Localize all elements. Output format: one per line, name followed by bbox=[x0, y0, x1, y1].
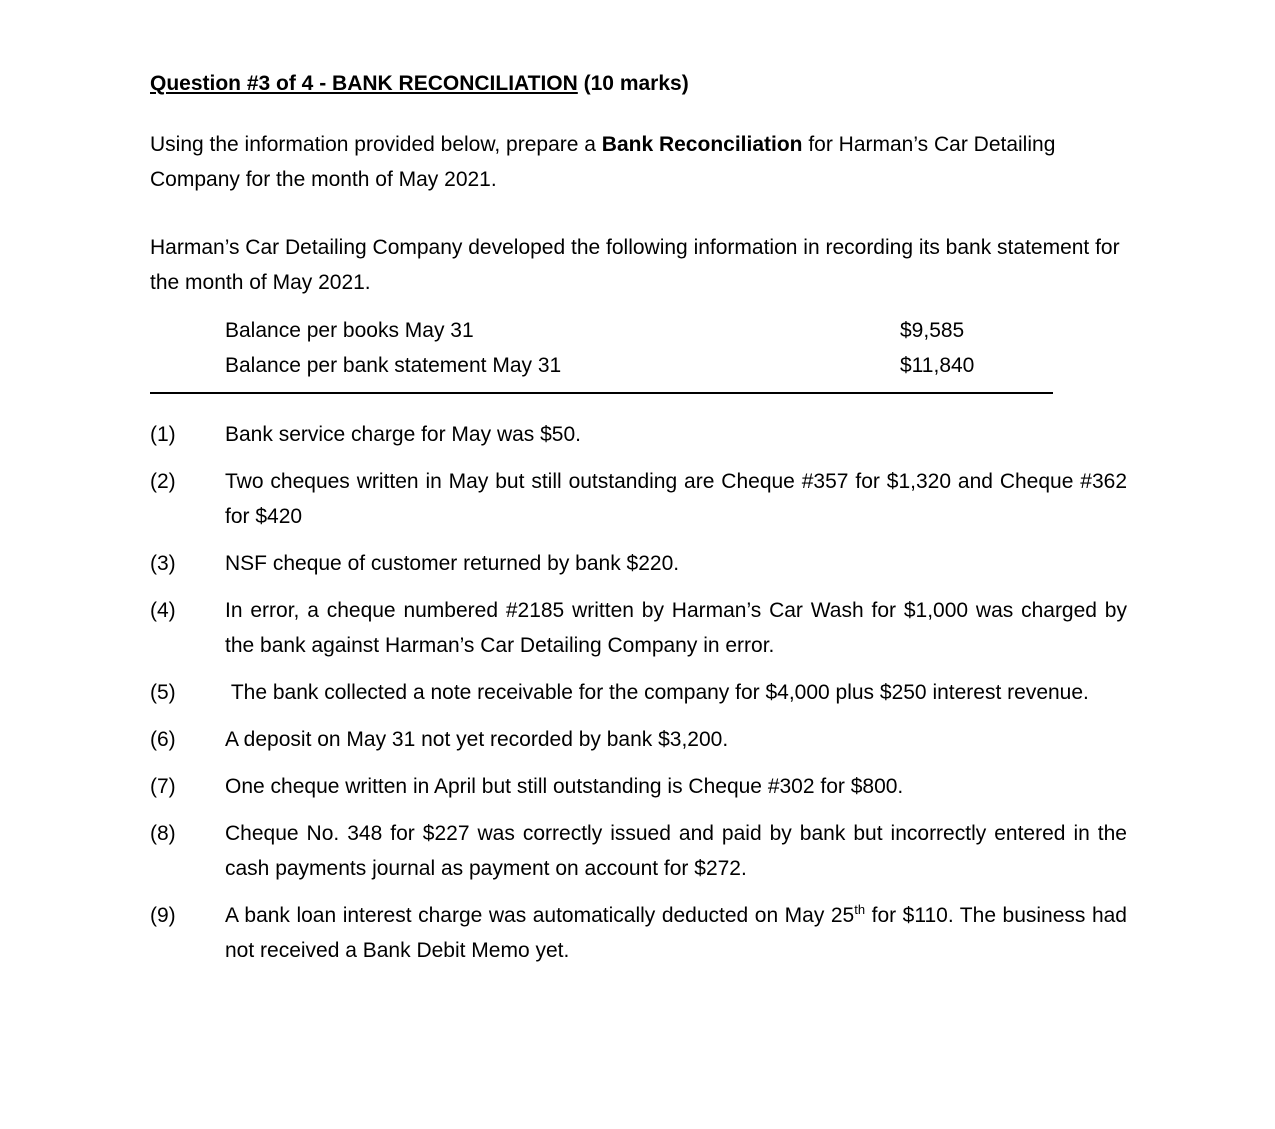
list-item bbox=[150, 898, 1127, 968]
item-text: Bank service charge for May was $50. bbox=[225, 423, 581, 446]
item-text: NSF cheque of customer returned by bank $220. bbox=[225, 552, 680, 575]
background-paragraph: Harman’s Car Detailing Company developed the following information in recording its bank statement for the month of May 2021. bbox=[150, 236, 1120, 294]
item-number: (9) bbox=[150, 904, 176, 927]
item-text bbox=[225, 898, 1127, 968]
item-number: (7) bbox=[150, 775, 176, 798]
list-item bbox=[150, 464, 1127, 534]
item-text-after-superscript: for $110. The business had not received a Bank Debit Memo yet. bbox=[225, 904, 1127, 962]
item-text-before-superscript: A bank loan interest charge was automatically deducted on May 25 bbox=[225, 904, 855, 927]
balance-table bbox=[150, 313, 1127, 383]
information-list bbox=[150, 417, 1127, 968]
balance-row-bank-statement bbox=[225, 348, 1127, 383]
question-title-underlined: Question #3 of 4 - BANK RECONCILIATION bbox=[150, 72, 578, 95]
item-text: One cheque written in April but still outstanding is Cheque #302 for $800. bbox=[225, 775, 904, 798]
item-number: (1) bbox=[150, 423, 176, 446]
list-item bbox=[150, 417, 1127, 452]
item-number: (8) bbox=[150, 822, 176, 845]
item-text: The bank collected a note receivable for the company for $4,000 plus $250 interest revenue. bbox=[225, 681, 1089, 704]
question-title-marks: (10 marks) bbox=[577, 72, 689, 95]
balance-label: Balance per bank statement May 31 bbox=[225, 354, 562, 377]
question-title bbox=[150, 66, 1127, 101]
ordinal-superscript: th bbox=[854, 902, 866, 917]
item-text: In error, a cheque numbered #2185 written by Harman’s Car Wash for $1,000 was charged by the bank against Harman’s Car Detailing Company in error. bbox=[225, 599, 1127, 657]
list-item bbox=[150, 722, 1127, 757]
item-text: Cheque No. 348 for $227 was correctly issued and paid by bank but incorrectly entered in the cash payments journal as payment on account for $272. bbox=[225, 822, 1127, 880]
item-number: (4) bbox=[150, 599, 176, 622]
list-item bbox=[150, 675, 1127, 710]
item-number: (3) bbox=[150, 552, 176, 575]
list-item bbox=[150, 593, 1127, 663]
divider-line bbox=[150, 392, 1053, 394]
intro-paragraph bbox=[150, 127, 1127, 197]
balance-amount: $9,585 bbox=[900, 319, 965, 342]
list-item bbox=[150, 546, 1127, 581]
item-number: (6) bbox=[150, 728, 176, 751]
balance-amount: $11,840 bbox=[900, 354, 975, 377]
item-text: Two cheques written in May but still outstanding are Cheque #357 for $1,320 and Cheque #362 for $420 bbox=[225, 470, 1127, 528]
intro-text-after: for Harman’s Car Detailing Company for the month of May 2021. bbox=[150, 133, 1056, 191]
item-number: (2) bbox=[150, 470, 176, 493]
balance-label: Balance per books May 31 bbox=[225, 319, 474, 342]
item-number: (5) bbox=[150, 681, 176, 704]
item-text: A deposit on May 31 not yet recorded by bank $3,200. bbox=[225, 728, 729, 751]
intro-bold-term: Bank Reconciliation bbox=[601, 133, 803, 156]
balance-row-books bbox=[225, 313, 1127, 348]
list-item bbox=[150, 816, 1127, 886]
list-item bbox=[150, 769, 1127, 804]
intro-text-before: Using the information provided below, prepare a bbox=[150, 133, 602, 156]
